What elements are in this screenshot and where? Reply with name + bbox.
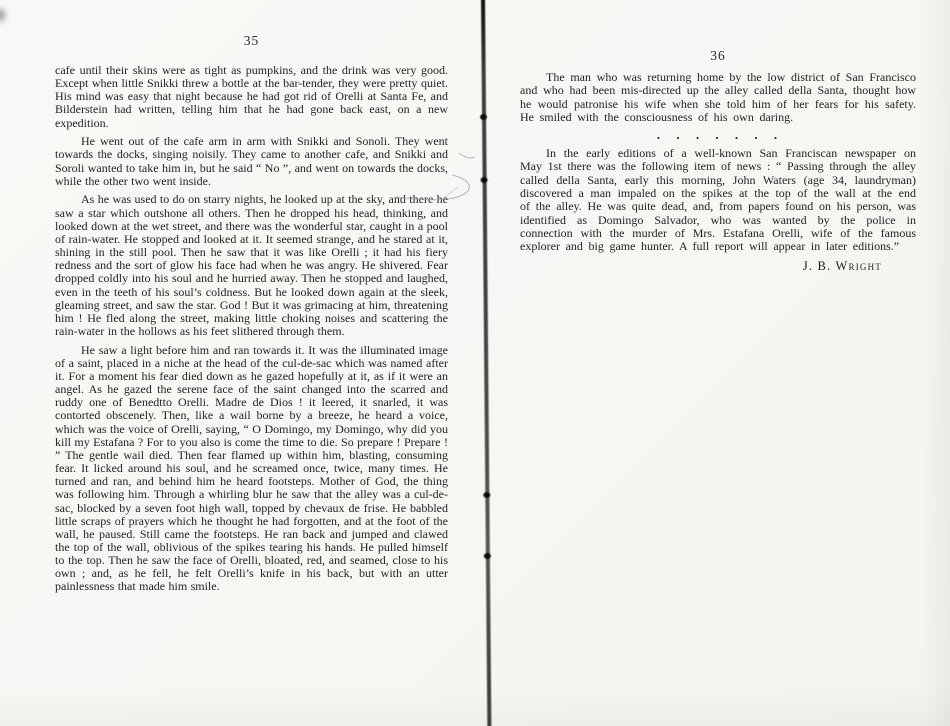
paper-edge-shading-bottom: [0, 686, 950, 726]
paragraph: cafe until their skins were as tight as pumpkins, and the drink was very good. Except when little Snikki threw a bottle at the bar-tender, they were pretty quiet. His mind was easy that night because he had got rid of Orelli at Santa Fe, and Bilderstein had written, telling him that he had gone back east, on a new expedition.: [55, 63, 448, 130]
section-separator-dots: . . . . . . .: [656, 127, 780, 143]
page-35: [55, 33, 448, 599]
binding-stitch-dot: [480, 114, 487, 120]
scan-corner-smudge: [0, 5, 8, 25]
page-number-left: 35: [243, 33, 260, 48]
page-number-right: 36: [710, 48, 726, 63]
page-36: [520, 48, 916, 274]
paragraph: He saw a light before him and ran towards it. It was the illuminated image of a saint, placed in a niche at the head of the cul-de-sac which was named after it. For a moment his fear died down as he gazed hopefully at it, as if it were an angel. As he gazed the serene face of the saint changed into the scarred and ruddy one of Benedtto Orelli. Madre de Dios ! it leered, it snarled, it was contorted obscenely. Then, like a wail borne by a breeze, he heard a voice, which was the voice of Orelli, saying, “ O Domingo, my Domingo, why did you kill my Estafana ? For to you also is come the time to die. So prepare ! Prepare ! ” The gentle wail died. Then fear flamed up within him, blasting, consuming fear. It licked around his soul, and he screamed once, twice, many times. He turned and ran, and behind him he heard footsteps. Mother of God, the thing was following him. Through a whirling blur he saw that the alley was a cul-de-sac, blocked by a seven foot high wall, topped by chevaux de frise. He babbled little scraps of prayers which he thought he had forgotten, and at the foot of the wall, he paused. Still came the footsteps. He ran back and jumped and clawed the top of the wall, oblivious of the spikes tearing his hands. He pulled himself to the top. Then he saw the face of Orelli, bloated, red, and seamed, close to his own ; and, as he fell, he felt Orelli’s knife in his back, but with an utter painlessness that made him smile.: [55, 342, 448, 594]
paragraph: He went out of the cafe arm in arm with Snikki and Sonoli. They went towards the docks, singing noisily. They came to another cafe, and Snikki and Soroli wanted to take him in, but he said “ No ”, and went on towards the docks, while the other two went inside.: [55, 134, 448, 188]
book-spine-binding: [481, 0, 491, 726]
paragraph: In the early editions of a well-known San Franciscan newspaper on May 1st there was the following item of news : “ Passing through the alley called della Santa, early this morning, John Waters (age 34, laundryman) discovered a man impaled on the spikes at the top of the wall at the end of the alley. He was quite dead, and, from papers found on his person, was identified as Domingo Salvador, who was wanted by the police in connection with the murder of Mrs. Estafana Orelli, wife of the famous explorer and big game hunter. A full report will appear in later editions.”: [520, 146, 916, 254]
page-35-body-text: [55, 64, 448, 594]
binding-stitch-dot: [483, 492, 490, 498]
binding-stitch-dot: [481, 177, 488, 183]
author-signature: J. B. Wright: [802, 259, 882, 274]
paragraph: The man who was returning home by the low district of San Francisco and who had been mis-directed up the alley called della Santa, thought how he would patronise his wife when she told him of her fears for his safety. He smiled with the consciousness of his own daring.: [520, 70, 916, 124]
page-36-body-text-top: [520, 71, 916, 124]
paper-edge-shading-right: [922, 0, 950, 726]
page-36-body-text-bottom: [520, 147, 916, 253]
paragraph: As he was used to do on starry nights, he looked up at the sky, and there he saw a star which outshone all others. Then he dropped his head, thinking, and looked down at the wet street, and there was the wonderful star, caught in a pool of rain-water. He stopped and looked at it. It seemed strange, and he stared at it, shining in the still pool. Then he saw that it was like Orelli ; it had his fiery redness and the sort of glow his face had when he was angry. He shivered. Fear dropped coldly into his soul and he hurried away. Then he stopped and laughed, even in the teeth of his soul’s coldness. But he looked down again at the sleek, gleaming street, and saw the star. God ! But it was grimacing at him, threatening him ! He fled along the street, making little choking noises and scattering the rain-water in the hollows as his feet slithered through them.: [55, 192, 448, 338]
binding-stitch-dot: [484, 553, 491, 559]
